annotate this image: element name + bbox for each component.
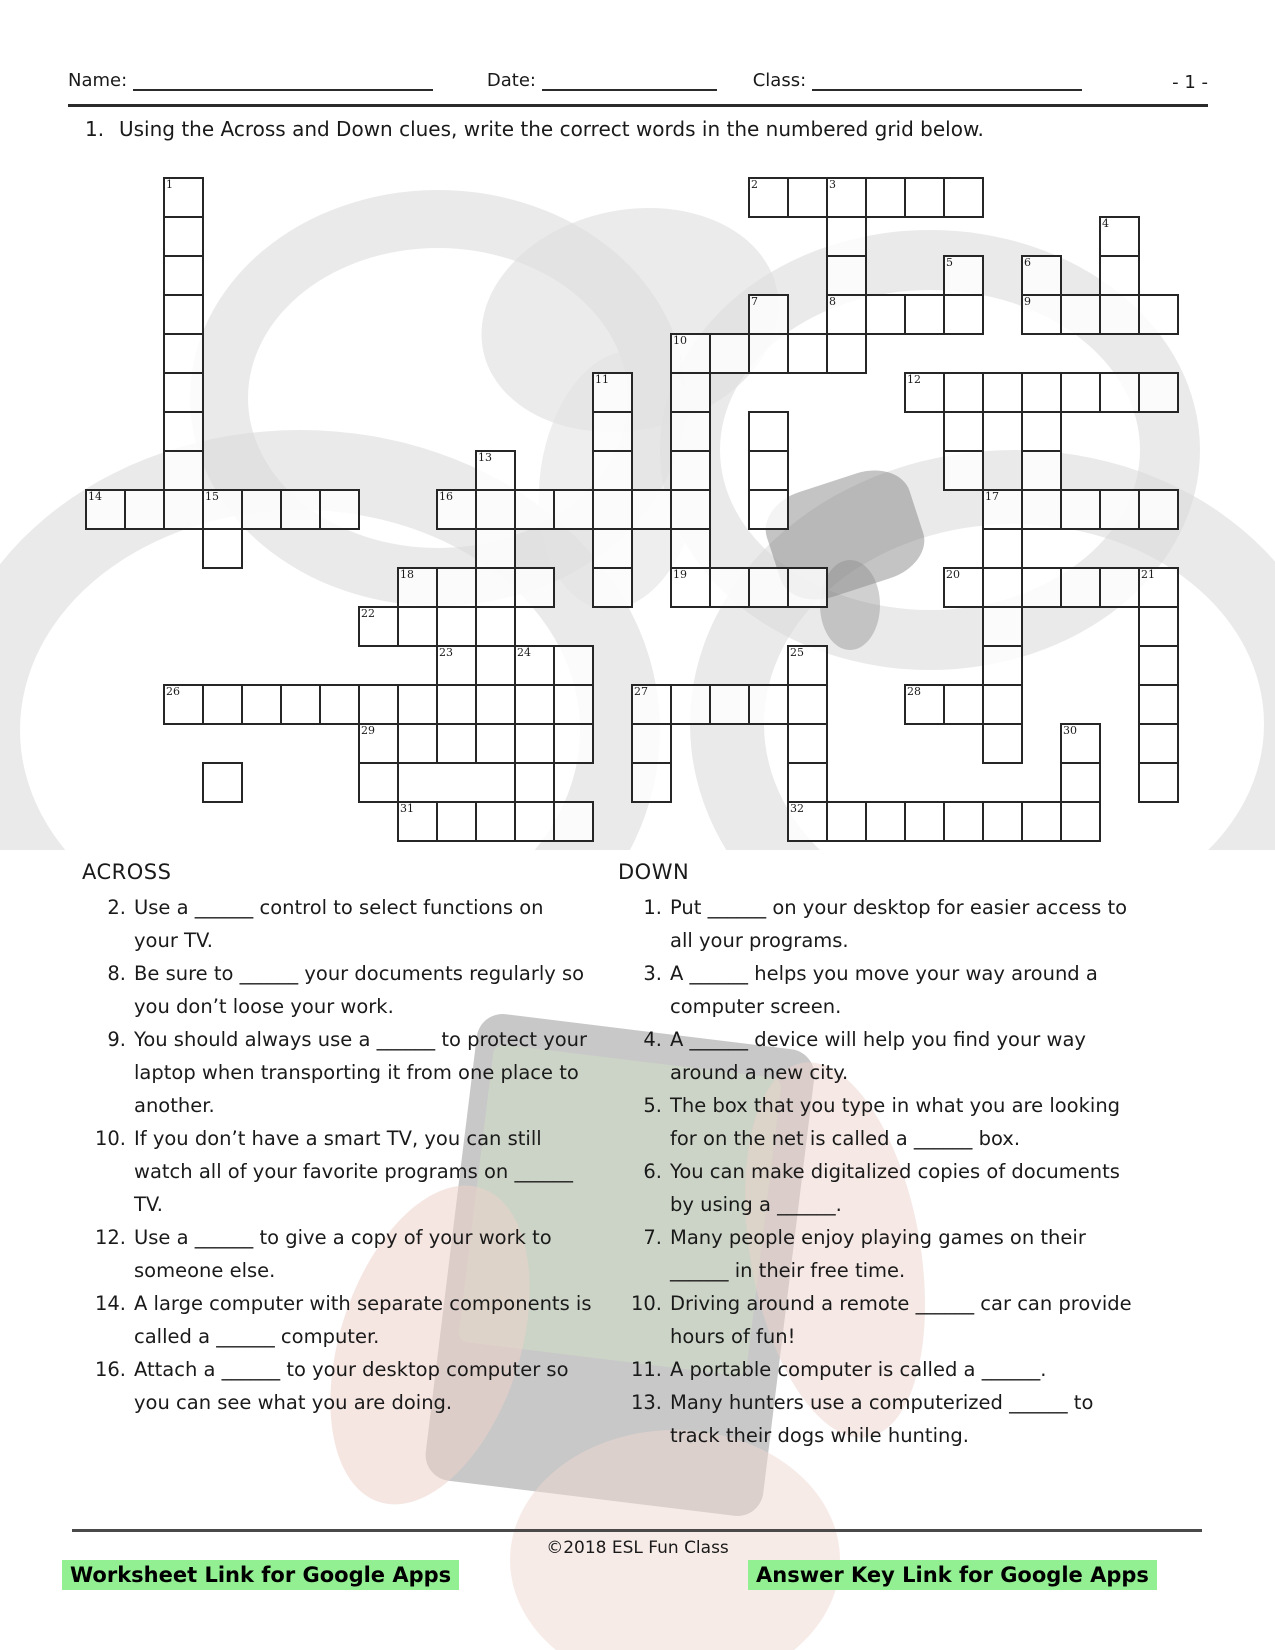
cell-number: 21: [1141, 568, 1155, 581]
grid-cell[interactable]: [202, 762, 243, 803]
worksheet-link[interactable]: Worksheet Link for Google Apps: [62, 1560, 459, 1590]
grid-cell[interactable]: [553, 489, 594, 530]
cell-number: 20: [946, 568, 960, 581]
cell-number: 3: [829, 178, 836, 191]
clue-number: 16.: [94, 1358, 126, 1381]
grid-cell[interactable]: [475, 645, 516, 686]
grid-cell[interactable]: [319, 684, 360, 725]
grid-cell[interactable]: [904, 684, 945, 725]
grid-cell[interactable]: [1138, 762, 1179, 803]
cell-number: 22: [361, 607, 375, 620]
clue-number: 9.: [107, 1028, 126, 1051]
grid-cell[interactable]: [787, 723, 828, 764]
grid-cell[interactable]: [982, 567, 1023, 608]
grid-cell[interactable]: [670, 684, 711, 725]
grid-cell[interactable]: [358, 684, 399, 725]
grid-cell[interactable]: [982, 684, 1023, 725]
footer-rule: [72, 1529, 1202, 1532]
clue-text: Be sure to ______ your documents regularly so you don’t loose your work.: [134, 962, 585, 1018]
grid-cell[interactable]: [163, 216, 204, 257]
grid-cell[interactable]: [475, 684, 516, 725]
clue-text: A ______ helps you move your way around a computer screen.: [670, 962, 1098, 1018]
name-label: Name:: [68, 70, 128, 91]
grid-cell[interactable]: [475, 801, 516, 842]
across-title: ACROSS: [82, 860, 172, 884]
grid-cell[interactable]: [1099, 255, 1140, 296]
grid-cell[interactable]: [865, 177, 906, 218]
grid-cell[interactable]: [943, 411, 984, 452]
grid-cell[interactable]: [1060, 762, 1101, 803]
grid-cell[interactable]: [631, 684, 672, 725]
clue-text: Use a ______ control to select functions on your TV.: [134, 896, 544, 952]
grid-cell[interactable]: [514, 762, 555, 803]
clue-number: 7.: [643, 1226, 662, 1249]
grid-cell[interactable]: [202, 528, 243, 569]
grid-cell[interactable]: [982, 723, 1023, 764]
grid-cell[interactable]: [670, 333, 711, 374]
grid-cell[interactable]: [748, 567, 789, 608]
grid-cell[interactable]: [670, 411, 711, 452]
grid-cell[interactable]: [163, 255, 204, 296]
grid-cell[interactable]: [514, 645, 555, 686]
grid-cell[interactable]: [943, 372, 984, 413]
grid-cell[interactable]: [670, 450, 711, 491]
grid-cell[interactable]: [943, 567, 984, 608]
clue-text: A portable computer is called a ______.: [670, 1358, 1047, 1381]
clue-item: [82, 1023, 592, 1122]
grid-cell[interactable]: [748, 294, 789, 335]
grid-cell[interactable]: [787, 177, 828, 218]
grid-cell[interactable]: [163, 684, 204, 725]
page-number: - 1 -: [1172, 72, 1208, 93]
grid-cell[interactable]: [1138, 489, 1179, 530]
clue-item: [618, 1287, 1148, 1353]
grid-cell[interactable]: [943, 255, 984, 296]
grid-cell[interactable]: [1060, 801, 1101, 842]
cell-number: 18: [400, 568, 414, 581]
grid-cell[interactable]: [943, 684, 984, 725]
grid-cell[interactable]: [1138, 684, 1179, 725]
grid-cell[interactable]: [943, 294, 984, 335]
grid-cell[interactable]: [1021, 372, 1062, 413]
grid-cell[interactable]: [787, 762, 828, 803]
clue-number: 2.: [107, 896, 126, 919]
clue-text: Put ______ on your desktop for easier access to all your programs.: [670, 896, 1128, 952]
grid-cell[interactable]: [670, 528, 711, 569]
clue-item: [618, 1221, 1148, 1287]
clue-text: Driving around a remote ______ car can provide hours of fun!: [670, 1292, 1132, 1348]
clue-item: [618, 891, 1148, 957]
grid-cell[interactable]: [748, 177, 789, 218]
clue-item: [618, 1386, 1148, 1452]
cell-number: 23: [439, 646, 453, 659]
grid-cell[interactable]: [280, 684, 321, 725]
grid-cell[interactable]: [475, 528, 516, 569]
class-label: Class:: [752, 70, 807, 91]
grid-cell[interactable]: [436, 645, 477, 686]
clue-text: A large computer with separate components is called a ______ computer.: [134, 1292, 592, 1348]
grid-cell[interactable]: [1099, 372, 1140, 413]
grid-cell[interactable]: [475, 723, 516, 764]
cell-number: 13: [478, 451, 492, 464]
grid-cell[interactable]: [943, 801, 984, 842]
clue-number: 12.: [94, 1226, 126, 1249]
grid-cell[interactable]: [787, 684, 828, 725]
grid-cell[interactable]: [1060, 489, 1101, 530]
grid-cell[interactable]: [982, 606, 1023, 647]
grid-cell[interactable]: [124, 489, 165, 530]
grid-cell[interactable]: [592, 411, 633, 452]
cell-number: 27: [634, 685, 648, 698]
clue-text: You can make digitalized copies of documents by using a ______.: [670, 1160, 1120, 1216]
small-drone-photo: [820, 560, 880, 650]
cell-number: 14: [88, 490, 102, 503]
cell-number: 24: [517, 646, 531, 659]
clue-item: [618, 1089, 1148, 1155]
grid-cell[interactable]: [397, 567, 438, 608]
cell-number: 30: [1063, 724, 1077, 737]
clue-item: [82, 1287, 592, 1353]
grid-cell[interactable]: [1138, 606, 1179, 647]
grid-cell[interactable]: [475, 567, 516, 608]
grid-cell[interactable]: [1021, 450, 1062, 491]
clue-text: Many people enjoy playing games on their ______ in their free time.: [670, 1226, 1086, 1282]
cell-number: 9: [1024, 295, 1031, 308]
grid-cell[interactable]: [592, 450, 633, 491]
grid-cell[interactable]: [982, 489, 1023, 530]
grid-cell[interactable]: [982, 645, 1023, 686]
clue-item: [82, 1122, 592, 1221]
grid-cell[interactable]: [436, 567, 477, 608]
grid-cell[interactable]: [943, 450, 984, 491]
grid-cell[interactable]: [163, 411, 204, 452]
clue-text: If you don’t have a smart TV, you can still watch all of your favorite programs on ______ TV.: [134, 1127, 573, 1216]
clue-number: 6.: [643, 1160, 662, 1183]
grid-cell[interactable]: [514, 489, 555, 530]
grid-cell[interactable]: [1060, 372, 1101, 413]
cell-number: 19: [673, 568, 687, 581]
answer-key-link[interactable]: Answer Key Link for Google Apps: [748, 1560, 1157, 1590]
grid-cell[interactable]: [826, 294, 867, 335]
grid-cell[interactable]: [553, 645, 594, 686]
grid-cell[interactable]: [748, 411, 789, 452]
grid-cell[interactable]: [826, 801, 867, 842]
grid-cell[interactable]: [709, 567, 750, 608]
instruction-number: 1.: [85, 117, 105, 141]
clue-item: [618, 1023, 1148, 1089]
grid-cell[interactable]: [514, 723, 555, 764]
grid-cell[interactable]: [553, 723, 594, 764]
grid-cell[interactable]: [85, 489, 126, 530]
grid-cell[interactable]: [787, 333, 828, 374]
grid-cell[interactable]: [397, 684, 438, 725]
grid-cell[interactable]: [904, 177, 945, 218]
grid-cell[interactable]: [358, 723, 399, 764]
clue-item: [618, 957, 1148, 1023]
grid-cell[interactable]: [826, 216, 867, 257]
grid-cell[interactable]: [397, 723, 438, 764]
grid-cell[interactable]: [865, 294, 906, 335]
clue-text: Attach a ______ to your desktop computer so you can see what you are doing.: [134, 1358, 569, 1414]
grid-cell[interactable]: [514, 684, 555, 725]
grid-cell[interactable]: [982, 372, 1023, 413]
grid-cell[interactable]: [826, 255, 867, 296]
cell-number: 12: [907, 373, 921, 386]
down-clues: [618, 856, 1148, 1452]
grid-cell[interactable]: [1060, 294, 1101, 335]
grid-cell[interactable]: [319, 489, 360, 530]
grid-cell[interactable]: [1099, 489, 1140, 530]
grid-cell[interactable]: [1021, 801, 1062, 842]
copyright: ©2018 ESL Fun Class: [546, 1538, 729, 1558]
grid-cell[interactable]: [163, 372, 204, 413]
grid-cell[interactable]: [553, 684, 594, 725]
grid-cell[interactable]: [397, 801, 438, 842]
grid-cell[interactable]: [163, 489, 204, 530]
clue-number: 4.: [643, 1028, 662, 1051]
clue-number: 5.: [643, 1094, 662, 1117]
cell-number: 7: [751, 295, 758, 308]
date-field[interactable]: [542, 71, 717, 91]
grid-cell[interactable]: [1138, 567, 1179, 608]
clue-number: 10.: [630, 1292, 662, 1315]
cell-number: 32: [790, 802, 804, 815]
grid-cell[interactable]: [280, 489, 321, 530]
clue-text: You should always use a ______ to protect your laptop when transporting it from one place to another.: [134, 1028, 588, 1117]
grid-cell[interactable]: [475, 606, 516, 647]
grid-cell[interactable]: [865, 801, 906, 842]
grid-cell[interactable]: [631, 762, 672, 803]
cell-number: 17: [985, 490, 999, 503]
grid-cell[interactable]: [787, 645, 828, 686]
grid-cell[interactable]: [670, 567, 711, 608]
grid-cell[interactable]: [1099, 216, 1140, 257]
grid-cell[interactable]: [592, 489, 633, 530]
clue-item: [82, 1221, 592, 1287]
grid-cell[interactable]: [904, 372, 945, 413]
grid-cell[interactable]: [1138, 723, 1179, 764]
grid-cell[interactable]: [514, 567, 555, 608]
grid-cell[interactable]: [709, 333, 750, 374]
grid-cell[interactable]: [1138, 372, 1179, 413]
grid-cell[interactable]: [826, 177, 867, 218]
cell-number: 6: [1024, 256, 1031, 269]
cell-number: 2: [751, 178, 758, 191]
grid-cell[interactable]: [787, 567, 828, 608]
grid-cell[interactable]: [748, 684, 789, 725]
grid-cell[interactable]: [709, 684, 750, 725]
cell-number: 29: [361, 724, 375, 737]
clue-text: Use a ______ to give a copy of your work to someone else.: [134, 1226, 552, 1282]
grid-cell[interactable]: [163, 450, 204, 491]
grid-cell[interactable]: [436, 684, 477, 725]
clue-item: [82, 1353, 592, 1419]
cell-number: 28: [907, 685, 921, 698]
grid-cell[interactable]: [670, 489, 711, 530]
grid-cell[interactable]: [163, 333, 204, 374]
clue-number: 11.: [630, 1358, 662, 1381]
grid-cell[interactable]: [241, 684, 282, 725]
clue-number: 14.: [94, 1292, 126, 1315]
grid-cell[interactable]: [943, 177, 984, 218]
grid-cell[interactable]: [748, 489, 789, 530]
class-field[interactable]: [812, 71, 1082, 91]
grid-cell[interactable]: [358, 762, 399, 803]
grid-cell[interactable]: [163, 177, 204, 218]
clue-number: 1.: [643, 896, 662, 919]
grid-cell[interactable]: [826, 333, 867, 374]
grid-cell[interactable]: [1099, 567, 1140, 608]
clue-number: 10.: [94, 1127, 126, 1150]
grid-cell[interactable]: [514, 801, 555, 842]
grid-cell[interactable]: [631, 723, 672, 764]
grid-cell[interactable]: [1138, 645, 1179, 686]
grid-cell[interactable]: [475, 489, 516, 530]
clue-text: Many hunters use a computerized ______ to track their dogs while hunting.: [670, 1391, 1094, 1447]
grid-cell[interactable]: [1021, 567, 1062, 608]
grid-cell[interactable]: [202, 684, 243, 725]
clue-item: [82, 891, 592, 957]
cell-number: 10: [673, 334, 687, 347]
grid-cell[interactable]: [475, 450, 516, 491]
clue-number: 8.: [107, 962, 126, 985]
grid-cell[interactable]: [163, 294, 204, 335]
grid-cell[interactable]: [982, 801, 1023, 842]
grid-cell[interactable]: [202, 489, 243, 530]
grid-cell[interactable]: [553, 801, 594, 842]
grid-cell[interactable]: [1021, 255, 1062, 296]
clue-text: A ______ device will help you find your way around a new city.: [670, 1028, 1086, 1084]
clue-number: 3.: [643, 962, 662, 985]
grid-cell[interactable]: [436, 723, 477, 764]
clue-item: [618, 1155, 1148, 1221]
grid-cell[interactable]: [1021, 411, 1062, 452]
grid-cell[interactable]: [241, 489, 282, 530]
cell-number: 4: [1102, 217, 1109, 230]
grid-cell[interactable]: [592, 528, 633, 569]
grid-cell[interactable]: [904, 294, 945, 335]
cell-number: 26: [166, 685, 180, 698]
cell-number: 1: [166, 178, 173, 191]
grid-cell[interactable]: [1099, 294, 1140, 335]
cell-number: 15: [205, 490, 219, 503]
cell-number: 8: [829, 295, 836, 308]
grid-cell[interactable]: [904, 801, 945, 842]
clue-text: The box that you type in what you are looking for on the net is called a ______ box.: [670, 1094, 1121, 1150]
grid-cell[interactable]: [787, 801, 828, 842]
grid-cell[interactable]: [1060, 567, 1101, 608]
grid-cell[interactable]: [592, 372, 633, 413]
cell-number: 11: [595, 373, 609, 386]
worksheet-header: [68, 70, 1208, 98]
instruction-text: Using the Across and Down clues, write the correct words in the numbered grid below.: [119, 117, 984, 141]
cell-number: 5: [946, 256, 953, 269]
cell-number: 16: [439, 490, 453, 503]
grid-cell[interactable]: [982, 528, 1023, 569]
header-rule: [68, 104, 1208, 107]
grid-cell[interactable]: [748, 333, 789, 374]
clue-item: [82, 957, 592, 1023]
grid-cell[interactable]: [358, 606, 399, 647]
cell-number: 25: [790, 646, 804, 659]
grid-cell[interactable]: [397, 606, 438, 647]
grid-cell[interactable]: [1021, 489, 1062, 530]
grid-cell[interactable]: [748, 450, 789, 491]
grid-cell[interactable]: [670, 372, 711, 413]
cell-number: 31: [400, 802, 414, 815]
grid-cell[interactable]: [631, 489, 672, 530]
grid-cell[interactable]: [592, 567, 633, 608]
grid-cell[interactable]: [1138, 294, 1179, 335]
date-label: Date:: [486, 70, 536, 91]
instruction: [85, 114, 1065, 145]
grid-cell[interactable]: [1060, 723, 1101, 764]
down-title: DOWN: [618, 860, 690, 884]
clue-item: [618, 1353, 1148, 1386]
grid-cell[interactable]: [1021, 294, 1062, 335]
grid-cell[interactable]: [436, 801, 477, 842]
name-field[interactable]: [133, 71, 433, 91]
grid-cell[interactable]: [436, 489, 477, 530]
clue-number: 13.: [630, 1391, 662, 1414]
across-clues: [82, 856, 592, 1419]
